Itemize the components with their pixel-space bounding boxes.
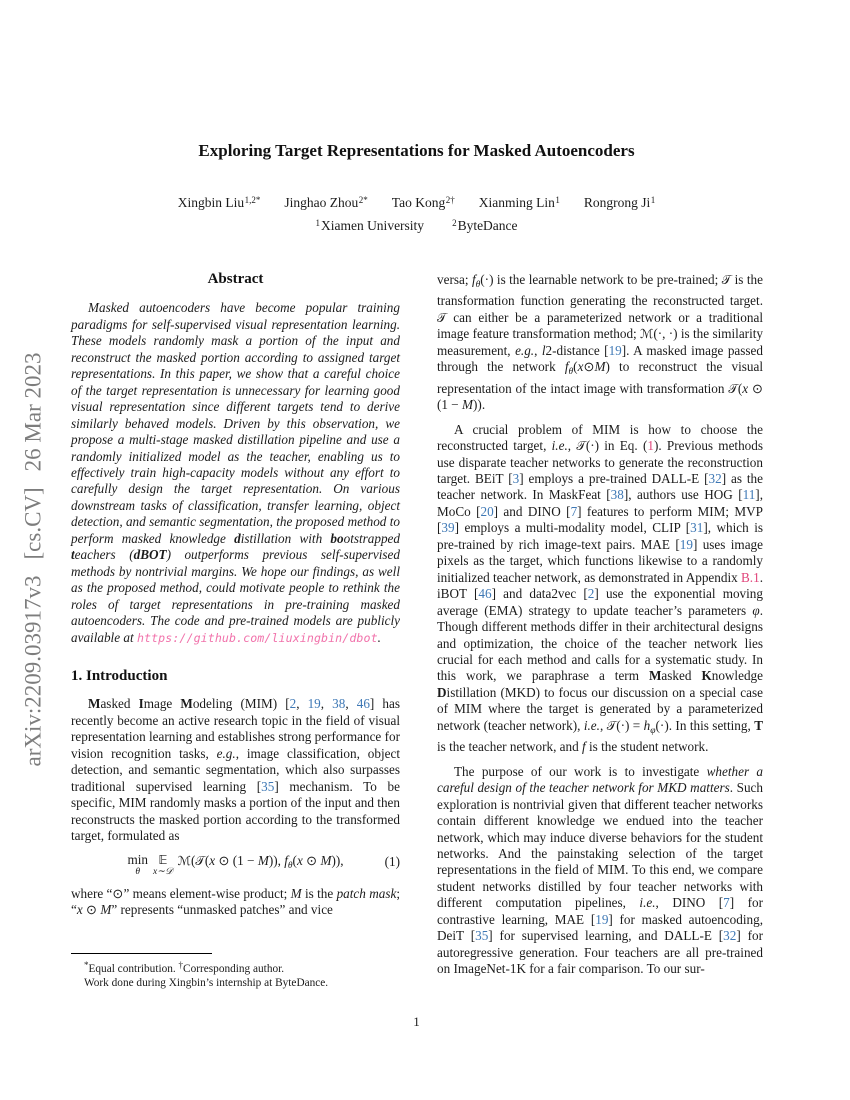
text-segment: )), (268, 852, 285, 868)
author-name: Jinghao Zhou (284, 195, 359, 210)
text-segment: f (471, 272, 476, 287)
author-name: Xianming Lin (478, 195, 555, 210)
citation-link[interactable]: 19 (608, 342, 622, 358)
author-affmark: 2* (358, 194, 368, 205)
abstract-heading: Abstract (207, 271, 264, 287)
citation-link[interactable]: 31 (690, 520, 704, 536)
text-segment: h (643, 717, 651, 733)
footnote-rule (71, 953, 212, 954)
text-segment: 𝒯 (721, 272, 732, 287)
citation-link[interactable]: 19 (595, 911, 609, 927)
text-segment: f (564, 359, 569, 375)
text-segment: patch mask (336, 885, 397, 901)
arxiv-id: arXiv:2209.03917v3 (20, 575, 46, 767)
text-segment: Masked autoencoders have become popular training paradigms for self-supervised visual representation learning. These models randomly mask a portion of the input and reconstruct the masked portion according to assigned target representations. In this paper, we show that a careful choice of the target representation is unnecessary for learning good visual representation since different targets tend to derive similarly behaved models. Driven by this observation, we propose a multi-stage masked distillation pipeline and use a randomly initialized model as the teacher, enabling us to effectively train high-capacity models without any effort to carefully design the target representation. On various downstream tasks of classification, transfer learning, object detection, and semantic segmentation, the proposed method to perform masked knowledge (71, 300, 400, 546)
citation-link[interactable]: 35 (475, 928, 489, 944)
author (284, 195, 367, 211)
text-segment: istillation with (240, 530, 331, 546)
citation-link[interactable]: 2 (289, 696, 297, 712)
text-segment: ] for autoregressive generation. Four teachers are all pre-trained on ImageNet-1K for a fair comparison. To our sur- (437, 928, 763, 977)
text-segment: , (296, 696, 308, 712)
paper-title: Exploring Target Representations for Masked Autoencoders (198, 141, 635, 160)
text-segment: can either be a parameterized network or a traditional image feature transformation method; (437, 309, 763, 342)
text-segment: is the teacher network, and (437, 739, 583, 755)
text-segment: x (209, 852, 216, 868)
intro-paragraph-1 (71, 696, 400, 844)
author-affmark: 2† (445, 194, 455, 205)
text-segment: 𝒯 (728, 380, 738, 396)
text-segment: (·) in Eq. ( (585, 438, 648, 454)
expectation-operator: 𝔼 x∼𝒟 (152, 851, 173, 877)
text-segment: ⊙ (583, 359, 595, 375)
citation-link[interactable]: 39 (441, 520, 455, 536)
text-segment: . iBOT [ (437, 569, 763, 602)
affiliation-name: Xiamen University (320, 218, 425, 233)
text-segment: whether a careful design of the teacher network for MKD matters (437, 763, 763, 796)
text-segment: eachers ( (74, 547, 134, 563)
text-segment: ] employs a pre-trained DALL-E [ (519, 470, 709, 486)
text-segment: . (377, 629, 381, 645)
text-segment: e.g. (515, 342, 535, 358)
text-segment: (·) = (616, 717, 644, 733)
intro-paragraph-2 (71, 886, 400, 919)
text-segment: e.g. (216, 745, 236, 761)
text-segment: ] employs a multi-modality model, CLIP [ (454, 520, 691, 536)
text-segment: t (71, 547, 75, 563)
min-operator: min θ (127, 851, 148, 877)
text-segment: M (648, 668, 662, 684)
text-segment: , (567, 438, 577, 454)
author-affmark: 1 (650, 194, 656, 205)
text-segment: ] as the teacher network. In MaskFeat [ (437, 470, 763, 503)
text-segment: M (320, 852, 332, 868)
text-segment: T (754, 717, 763, 733)
text-segment: Equal contribution. (88, 963, 179, 975)
author (584, 195, 655, 211)
text-segment: A crucial problem of MIM is how to choose the reconstructed target, (437, 421, 763, 454)
text-segment: (·) is the learnable network to be pre-trained; (480, 272, 722, 287)
text-segment: , (345, 696, 357, 712)
text-segment: , (599, 717, 607, 733)
text-segment: . Such exploration is nontrivial given that different teacher networks contain different knowledge we endued into the teacher network, which may induce diverse behaviors for the student networks. And the painstaking selection of the target representations in the field of MIM. To this end, we compare student networks distilled by four teacher networks with different computation pipelines, (437, 780, 764, 911)
text-segment: otstrapped (343, 530, 401, 546)
footnote (71, 953, 400, 991)
affiliation (452, 218, 517, 234)
text-segment: ], which is pre-trained by rich image-text pairs. MAE [ (437, 520, 763, 552)
text-segment: i.e. (551, 438, 568, 454)
arxiv-date: 26 Mar 2023 (20, 352, 46, 472)
text-segment: ℳ (177, 852, 191, 868)
text-segment: bo (330, 530, 344, 546)
author-affmark: 1,2* (244, 194, 261, 205)
text-segment: 𝒯 (576, 438, 586, 454)
text-segment: , (534, 342, 542, 358)
citation-link[interactable]: 2 (587, 586, 595, 602)
text-segment: θ (568, 367, 574, 378)
text-segment: (·, ·) is the similarity measurement, (437, 326, 763, 358)
text-segment: ]. A masked image passed through the network (437, 342, 763, 375)
text-segment: (·). In this setting, (655, 717, 755, 733)
citation-link[interactable]: 32 (708, 470, 722, 486)
text-segment: M (180, 696, 193, 712)
page-number: 1 (413, 1014, 420, 1029)
text-segment: ( (190, 852, 196, 868)
text-segment: ⊙ (1 − (437, 380, 763, 413)
text-segment: ; “ (71, 885, 400, 917)
text-segment: d (234, 530, 241, 546)
citation-link[interactable]: 32 (723, 928, 737, 944)
text-segment: dBOT (133, 547, 167, 563)
affiliation-mark: 2 (452, 217, 457, 228)
equation-1 (71, 853, 400, 879)
text-segment: ], authors use HOG [ (623, 487, 743, 503)
text-segment: † (178, 960, 184, 970)
text-segment: where “⊙” means element-wise product; (71, 885, 291, 901)
text-segment: , DINO [ (655, 895, 724, 911)
citation-link[interactable]: 7 (570, 503, 578, 519)
citation-link[interactable]: 7 (723, 895, 730, 911)
text-segment: x (296, 852, 303, 868)
text-segment: . Though different methods differ in their architectural designs and optimization, the choice of the teacher network lies crucial for each method and calls for a systematic study. In this work, we paraphrase a term (437, 602, 763, 684)
citation-link[interactable]: 46 (478, 586, 492, 602)
text-segment: ] and data2vec [ (491, 586, 588, 602)
footnote-line-2: Work done during Xingbin’s internship at ByteDance. (84, 976, 329, 989)
text-segment: ] features to perform MIM; MVP [ (437, 503, 763, 536)
text-segment: ( (573, 359, 578, 375)
text-segment: φ (650, 725, 656, 736)
text-segment: ℳ (640, 326, 654, 342)
text-segment: ] mechanism. To be specific, MIM randomly masks a portion of the input and then reconstructs the masked portion according to the transformed target, formulated as (71, 778, 401, 844)
author (178, 195, 261, 211)
text-segment: Corresponding author. (183, 963, 285, 975)
affiliation (315, 218, 424, 234)
text-segment: θ (287, 860, 293, 871)
author (392, 195, 455, 211)
internal-ref-link[interactable]: 1 (647, 438, 654, 454)
author-name: Xingbin Liu (177, 195, 245, 210)
text-segment: ) to reconstruct the visual representation of the intact image with transformation (437, 359, 763, 396)
text-segment: l (541, 342, 546, 358)
text-segment: ( (204, 852, 210, 868)
citation-link[interactable]: 38 (332, 696, 346, 712)
text-segment: ] uses image pixels as the target, which functions likewise to a randomly initialized teacher network, as demonstrated in Appendix (437, 536, 763, 585)
abstract-text (71, 300, 400, 646)
text-segment: is the transformation function generating the reconstructed target. (437, 272, 763, 309)
affiliation-list (71, 218, 762, 234)
text-segment: ] for contrastive learning, MAE [ (437, 895, 763, 927)
citation-link[interactable]: 46 (356, 696, 370, 712)
text-segment: ⊙ (82, 901, 101, 917)
footnote-line-1 (71, 959, 400, 977)
text-segment: K (701, 668, 712, 684)
equation-body (178, 853, 344, 874)
text-segment: x (577, 359, 584, 375)
text-segment: ] for supervised learning, and DALL-E [ (488, 928, 724, 944)
text-segment: θ (475, 280, 481, 290)
text-segment: 𝒯 (606, 717, 617, 733)
text-segment: mage (143, 696, 181, 712)
right-paragraph-2 (437, 422, 763, 756)
text-segment: )). (473, 397, 486, 413)
text-segment: M (257, 852, 269, 868)
text-segment: is the student network. (585, 739, 709, 755)
text-segment: f (284, 852, 288, 868)
text-segment: odeling (MIM) [ (192, 696, 290, 712)
citation-link[interactable]: 11 (742, 487, 756, 503)
right-paragraph-3 (437, 764, 763, 978)
text-segment: M (100, 901, 112, 917)
affiliation-name: ByteDance (457, 218, 518, 233)
text-segment: , (320, 696, 333, 712)
text-segment: asked (100, 696, 139, 712)
text-segment: ( (292, 852, 297, 868)
text-segment: ] and DINO [ (493, 503, 571, 519)
text-segment: φ (752, 602, 760, 618)
text-segment: 𝒯 (195, 852, 205, 868)
text-segment: ⊙ (1 − (215, 852, 258, 868)
author-affmark: 1 (555, 194, 560, 205)
text-segment: versa; (437, 272, 472, 287)
arxiv-category: [cs.CV] (20, 487, 46, 560)
text-segment: M (290, 885, 302, 901)
text-segment: f (582, 739, 586, 755)
text-segment: is the (301, 885, 337, 901)
citation-link[interactable]: 19 (679, 536, 693, 552)
internal-ref-link[interactable]: B.1 (741, 569, 760, 585)
citation-link[interactable]: 35 (261, 778, 275, 794)
section-heading-introduction: 1. Introduction (71, 667, 168, 684)
url-link[interactable]: https://github.com/liuxingbin/dbot (136, 630, 378, 645)
left-column (71, 271, 400, 918)
text-segment: ] has recently become an active research topic in the field of visual representation learning and establishes strong performance for vision recognition tasks, (71, 696, 400, 761)
text-segment: M (462, 397, 474, 413)
text-segment: ] for masked autoencoding, DeiT [ (437, 911, 763, 944)
text-segment: i.e. (583, 717, 600, 733)
author-list (71, 195, 762, 211)
citation-link[interactable]: 38 (610, 487, 624, 503)
author-name: Tao Kong (391, 195, 446, 210)
text-segment: ) outperforms previous self-supervised methods by nontrivial margins. We hope our findings, as well as the proposed method, could motivate people to rethink the roles of target representations in pre-training masked autoencoders. The code and pre-trained models are publicly available at (71, 547, 400, 645)
text-segment: 𝒯 (437, 309, 447, 325)
text-segment: ] use the exponential moving average (EMA) strategy to update teacher’s parameters (437, 586, 763, 618)
text-segment: ). Previous methods use disparate teacher networks to generate the reconstruction target. BEiT [ (437, 438, 763, 486)
text-segment: ( (737, 380, 743, 396)
text-segment: D (437, 684, 447, 700)
text-segment: i.e. (639, 895, 656, 911)
text-segment: ], MoCo [ (437, 487, 763, 519)
text-segment: x (76, 901, 83, 917)
text-segment: ” represents “unmasked patches” and vice (111, 901, 333, 917)
text-segment: ⊙ (302, 852, 321, 868)
text-segment: The purpose of our work is to investigate (454, 763, 707, 779)
author (479, 195, 560, 211)
text-segment: istillation (MKD) to focus our discussion on a special case of MIM where the target is generated by a parameterized network (teacher network), (437, 684, 763, 733)
citation-link[interactable]: 3 (512, 470, 520, 486)
text-segment: asked (661, 668, 702, 684)
citation-link[interactable]: 20 (480, 503, 494, 519)
text-segment: M (88, 696, 101, 712)
right-paragraph-1 (437, 272, 763, 414)
text-segment: )), (331, 852, 344, 868)
citation-link[interactable]: 19 (307, 696, 321, 712)
affiliation-mark: 1 (315, 217, 320, 228)
right-column (437, 272, 763, 978)
text-segment: M (594, 359, 606, 375)
text-segment: * (84, 960, 89, 970)
text-segment: , image classification, object detection, and semantic segmentation, which also surpasses traditional supervised learning [ (71, 745, 400, 794)
text-segment: I (138, 696, 144, 712)
author-name: Rongrong Ji (583, 195, 651, 210)
text-segment: nowledge (711, 668, 763, 684)
equation-number: (1) (384, 853, 400, 869)
arxiv-banner (21, 280, 48, 840)
text-segment: x (742, 380, 749, 396)
text-segment: 2-distance [ (545, 342, 609, 358)
